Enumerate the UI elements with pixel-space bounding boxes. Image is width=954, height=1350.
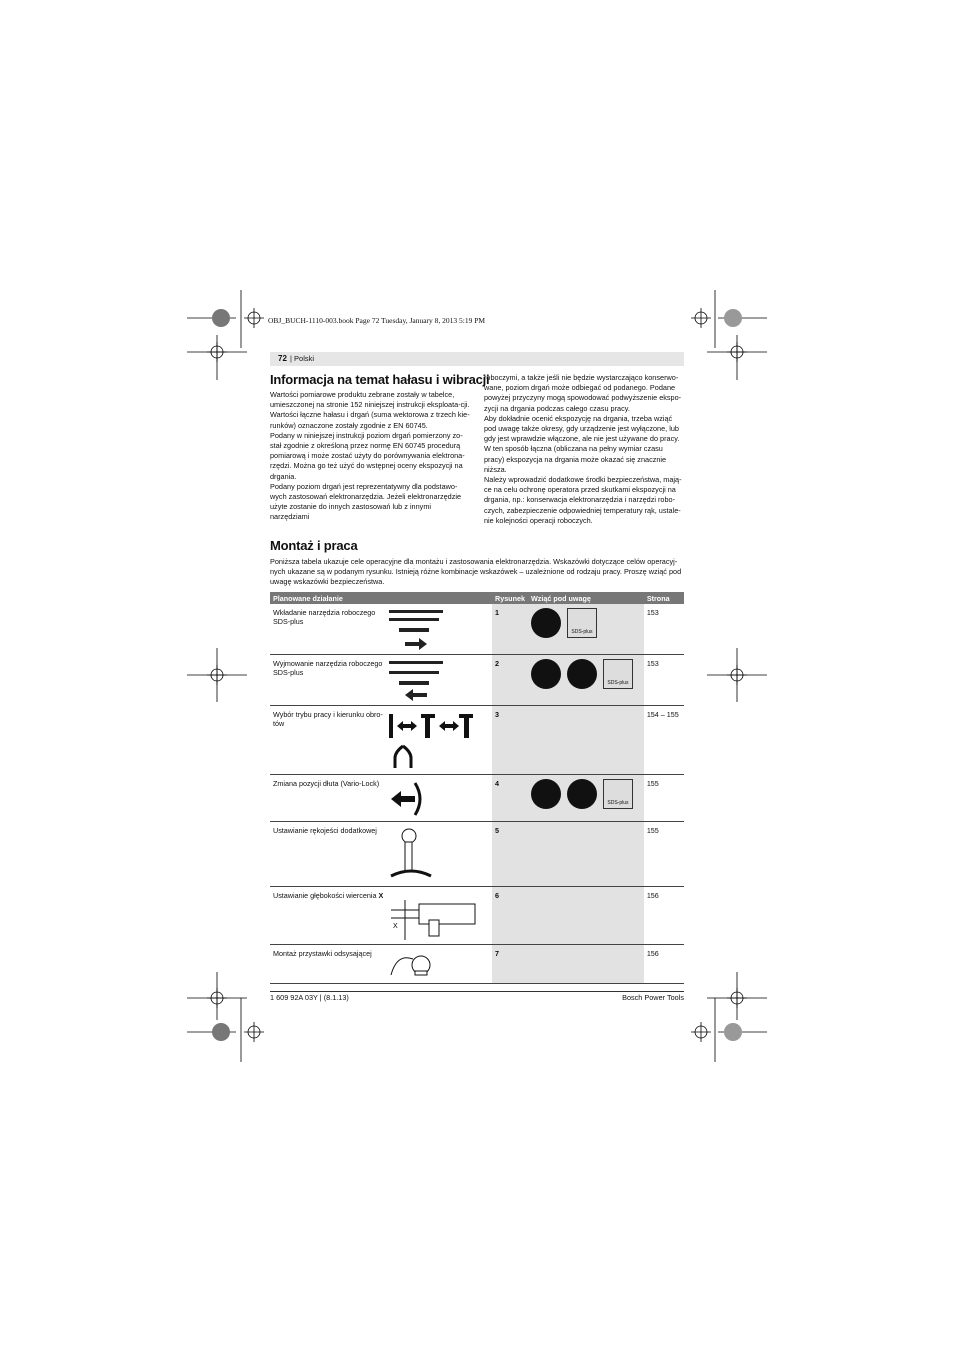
paragraph: Aby dokładnie ocenić ekspozycję na drgania, trzeba wziąć pod uwagę także okresy, gdy urządzenie jest wyłączone, lub gdy jest wprawdzie włączone, ale nie jest używane do pracy. W ten sposób łączna (obliczana na pełny wymiar czasu pracy) ekspozycja na drgania może okazać się znacznie niższa. — [484, 413, 680, 474]
table-row — [270, 822, 684, 887]
action-bold-marker: X — [378, 891, 384, 900]
action-text: Zmiana pozycji dłuta (Vario-Lock) — [273, 779, 380, 788]
table-row — [270, 604, 684, 655]
action-label: Ustawianie głębokości wiercenia — [273, 891, 377, 900]
sds-plus-icon — [603, 659, 633, 689]
paragraph: roboczymi, a także jeśli nie będzie wystarczająco konserwo-wane, poziom drgań może odbiegać od podanego. Podane powyżej przyczyny mogą spowodować podwyższenie ekspo-zycji na drgania podczas całego czasu pracy. — [484, 373, 682, 413]
sds-plus-badge: SDS-plus — [607, 800, 629, 806]
book-slug: OBJ_BUCH-1110-003.book Page 72 Tuesday, January 8, 2013 5:19 PM — [268, 316, 486, 325]
page-ref: 153 — [644, 604, 684, 655]
column-header: Strona — [644, 592, 684, 604]
table-row — [270, 706, 684, 775]
paragraph: Podany w niniejszej instrukcji poziom drgań pomierzony zo-stał zgodnie z określoną przez normę EN 60745 procedurą pomiarową i może zostać użyty do porównywania elektrona-rzędzi. Można go też użyć do wstępnej oceny ekspozycji na drgania. — [270, 430, 465, 481]
column-header: Rysunek — [492, 592, 528, 604]
sds-plus-badge: SDS-plus — [571, 629, 593, 635]
sds-plus-icon — [567, 608, 597, 638]
auxiliary-handle-drawing — [387, 826, 437, 882]
column-header: Planowane działanie — [270, 592, 492, 604]
action-text: Wybór trybu pracy i kierunku obro-tów — [273, 710, 383, 728]
action-text — [273, 891, 489, 900]
figure-number: 1 — [492, 604, 528, 655]
mode-selector-drawing — [387, 710, 477, 770]
footer-doc-number: 1 609 92A 03Y | (8.1.13) — [270, 993, 349, 1002]
footer-brand: Bosch Power Tools — [622, 993, 684, 1002]
page-ref: 155 — [644, 822, 684, 887]
operations-table — [270, 592, 684, 984]
table-header-row — [270, 592, 684, 604]
figure-number: 4 — [492, 775, 528, 822]
unplug-icon — [531, 659, 561, 689]
page-ref: 156 — [644, 945, 684, 984]
vario-lock-drawing — [387, 779, 427, 817]
depth-stop-drawing — [389, 900, 489, 940]
figure-number: 3 — [492, 706, 528, 775]
dust-extraction-drawing — [387, 949, 437, 979]
figure-number: 6 — [492, 887, 528, 945]
table-row — [270, 775, 684, 822]
paragraph: Należy wprowadzić dodatkowe środki bezpieczeństwa, mają-ce na celu ochronę operatora przed skutkami ekspozycji na drgania, np.: konserwacja elektronarzędzia i narzędzi robo-czych, zabezpieczenie odpowiedniej temperatury rąk, ustale-nie kolejności operacji roboczych. — [484, 475, 682, 525]
sds-plus-badge: SDS-plus — [607, 680, 629, 686]
action-text: Wyjmowanie narzędzia roboczego SDS-plus — [273, 659, 383, 677]
assembly-heading: Montaż i praca — [270, 538, 358, 553]
gloves-icon — [567, 779, 597, 809]
unplug-icon — [531, 608, 561, 638]
page-ref: 153 — [644, 655, 684, 706]
action-text: Wkładanie narzędzia roboczego SDS-plus — [273, 608, 376, 626]
column-header: Wziąć pod uwagę — [528, 592, 644, 604]
figure-number: 5 — [492, 822, 528, 887]
section-label: | Polski — [290, 354, 315, 363]
page-ref: 154 – 155 — [644, 706, 684, 775]
table-row — [270, 655, 684, 706]
page-ref: 155 — [644, 775, 684, 822]
sds-plus-icon — [603, 779, 633, 809]
paragraph: Wartości pomiarowe produktu zebrane zostały w tabelce, umieszczonej na stronie 152 niniejszej instrukcji eksploata-cji. — [270, 390, 470, 410]
paragraph: Wartości łączne hałasu i drgań (suma wektorowa z trzech kie-runków) oznaczone zostały zgodnie z EN 60745. — [270, 410, 470, 430]
noise-left-column — [270, 390, 470, 523]
table-row — [270, 887, 684, 945]
depth-x-label: X — [393, 923, 398, 930]
noise-right-column — [484, 373, 684, 526]
paragraph: Podany poziom drgań jest reprezentatywny dla podstawo-wych zastosowań elektronarzędzia. Jeżeli elektronarzędzie użyte zostanie do innych zastosowań lub z innymi narzędziami — [270, 481, 462, 522]
footer-rule — [270, 991, 684, 992]
table-row — [270, 945, 684, 984]
figure-number: 2 — [492, 655, 528, 706]
noise-heading: Informacja na temat hałasu i wibracji — [270, 372, 490, 387]
unplug-icon — [531, 779, 561, 809]
action-text: Montaż przystawki odsysającej — [273, 949, 372, 958]
insert-tool-drawing — [385, 608, 455, 650]
action-text: Ustawianie rękojeści dodatkowej — [273, 826, 377, 835]
gloves-icon — [567, 659, 597, 689]
assembly-intro: Poniższa tabela ukazuje cele operacyjne dla montażu i zastosowania elektronarzędzia. Wskazówki dotyczące celów operacyj-nych ukazane są w podanym rysunku. Istnieją różne kombinacje wskazówek – uzależnione od rodzaju pracy. Proszę wziąć pod uwagę wskazówki bezpieczeństwa. — [270, 557, 682, 587]
page-header-bar — [270, 352, 684, 366]
page-number: 72 — [278, 354, 287, 363]
remove-tool-drawing — [385, 659, 455, 701]
page-ref: 156 — [644, 887, 684, 945]
figure-number: 7 — [492, 945, 528, 984]
